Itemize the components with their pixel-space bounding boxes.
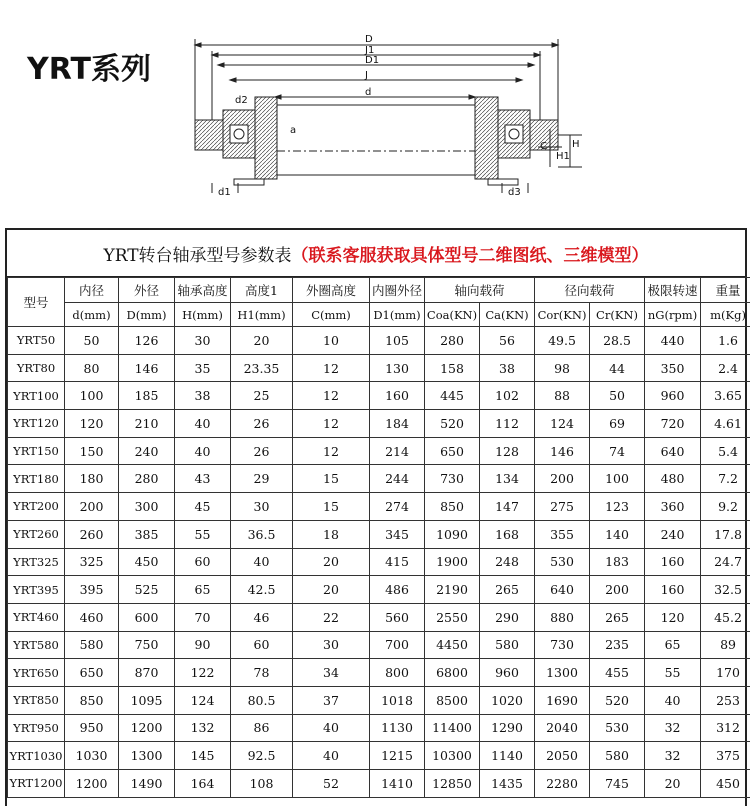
value-cell: 42.5 (231, 576, 293, 604)
unit-D: D(mm) (119, 303, 175, 327)
value-cell: 123 (590, 493, 645, 521)
value-cell: 870 (119, 659, 175, 687)
value-cell: 1215 (370, 742, 425, 770)
table-row (8, 742, 750, 770)
table-row (8, 576, 750, 604)
value-cell: 89 (701, 631, 750, 659)
unit-C: C(mm) (293, 303, 370, 327)
value-cell: 214 (370, 437, 425, 465)
header-limit-speed: 极限转速 (645, 278, 701, 303)
header-outer-ring-height: 外圈高度 (293, 278, 370, 303)
header-inner-ring-od: 内圈外径 (370, 278, 425, 303)
value-cell: 52 (293, 770, 370, 798)
table-row (8, 548, 750, 576)
value-cell: 29 (231, 465, 293, 493)
value-cell: 56 (480, 327, 535, 355)
value-cell: 92.5 (231, 742, 293, 770)
dimension-label-d: d (365, 87, 372, 98)
value-cell: 22 (293, 603, 370, 631)
value-cell: 960 (645, 382, 701, 410)
model-cell: YRT100 (8, 382, 65, 410)
value-cell: 1.6 (701, 327, 750, 355)
value-cell: 45.2 (701, 603, 750, 631)
value-cell: 2190 (425, 576, 480, 604)
value-cell: 253 (701, 686, 750, 714)
unit-d: d(mm) (65, 303, 119, 327)
value-cell: 480 (645, 465, 701, 493)
value-cell: 1130 (370, 714, 425, 742)
value-cell: 274 (370, 493, 425, 521)
value-cell: 200 (535, 465, 590, 493)
model-cell: YRT150 (8, 437, 65, 465)
value-cell: 745 (590, 770, 645, 798)
value-cell: 20 (293, 576, 370, 604)
value-cell: 1140 (480, 742, 535, 770)
dimension-label-d3: d3 (508, 187, 521, 198)
model-cell: YRT1030 (8, 742, 65, 770)
value-cell: 525 (119, 576, 175, 604)
model-cell: YRT120 (8, 410, 65, 438)
value-cell: 440 (645, 327, 701, 355)
header-outer-diameter: 外径 (119, 278, 175, 303)
value-cell: 100 (590, 465, 645, 493)
value-cell: 150 (65, 437, 119, 465)
value-cell: 40 (231, 548, 293, 576)
model-cell: YRT1200 (8, 770, 65, 798)
table-caption-main: YRT转台轴承型号参数表 (103, 245, 292, 266)
value-cell: 12 (293, 354, 370, 382)
value-cell: 146 (535, 437, 590, 465)
value-cell: 244 (370, 465, 425, 493)
value-cell: 520 (590, 686, 645, 714)
value-cell: 32 (645, 714, 701, 742)
value-cell: 158 (425, 354, 480, 382)
value-cell: 200 (590, 576, 645, 604)
value-cell: 415 (370, 548, 425, 576)
value-cell: 55 (645, 659, 701, 687)
value-cell: 4.61 (701, 410, 750, 438)
dimension-label-d1: d1 (218, 187, 231, 198)
value-cell: 720 (645, 410, 701, 438)
value-cell: 530 (590, 714, 645, 742)
value-cell: 184 (370, 410, 425, 438)
value-cell: 40 (175, 437, 231, 465)
table-row (8, 354, 750, 382)
header-height1: 高度1 (231, 278, 293, 303)
table-row (8, 686, 750, 714)
table-row (8, 410, 750, 438)
value-cell: 4450 (425, 631, 480, 659)
value-cell: 1410 (370, 770, 425, 798)
value-cell: 395 (65, 576, 119, 604)
model-cell: YRT460 (8, 603, 65, 631)
value-cell: 1200 (119, 714, 175, 742)
value-cell: 34 (293, 659, 370, 687)
value-cell: 12850 (425, 770, 480, 798)
value-cell: 385 (119, 520, 175, 548)
value-cell: 140 (590, 520, 645, 548)
header-radial-load: 径向载荷 (535, 278, 645, 303)
header-axial-load: 轴向载荷 (425, 278, 535, 303)
model-cell: YRT395 (8, 576, 65, 604)
bearing-cross-section-drawing (190, 25, 600, 200)
value-cell: 74 (590, 437, 645, 465)
value-cell: 650 (425, 437, 480, 465)
dimension-label-D1: D1 (365, 55, 380, 66)
table-header-row (8, 278, 750, 303)
value-cell: 350 (645, 354, 701, 382)
value-cell: 20 (231, 327, 293, 355)
value-cell: 20 (645, 770, 701, 798)
value-cell: 122 (175, 659, 231, 687)
value-cell: 950 (65, 714, 119, 742)
value-cell: 78 (231, 659, 293, 687)
value-cell: 60 (175, 548, 231, 576)
value-cell: 880 (535, 603, 590, 631)
unit-H1: H1(mm) (231, 303, 293, 327)
table-caption (7, 230, 745, 277)
value-cell: 130 (370, 354, 425, 382)
value-cell: 450 (119, 548, 175, 576)
value-cell: 2280 (535, 770, 590, 798)
value-cell: 345 (370, 520, 425, 548)
header-bearing-height: 轴承高度 (175, 278, 231, 303)
value-cell: 560 (370, 603, 425, 631)
model-cell: YRT650 (8, 659, 65, 687)
value-cell: 2.4 (701, 354, 750, 382)
model-cell: YRT260 (8, 520, 65, 548)
value-cell: 275 (535, 493, 590, 521)
value-cell: 80.5 (231, 686, 293, 714)
value-cell: 69 (590, 410, 645, 438)
value-cell: 9.2 (701, 493, 750, 521)
value-cell: 1900 (425, 548, 480, 576)
value-cell: 12 (293, 410, 370, 438)
unit-H: H(mm) (175, 303, 231, 327)
value-cell: 24.7 (701, 548, 750, 576)
value-cell: 312 (701, 714, 750, 742)
dimension-label-d2: d2 (235, 95, 248, 106)
value-cell: 108 (231, 770, 293, 798)
value-cell: 30 (231, 493, 293, 521)
value-cell: 28.5 (590, 327, 645, 355)
parameter-table-panel (5, 228, 747, 806)
value-cell: 12 (293, 382, 370, 410)
value-cell: 36.5 (231, 520, 293, 548)
value-cell: 70 (175, 603, 231, 631)
value-cell: 300 (119, 493, 175, 521)
unit-Cor: Cor(KN) (535, 303, 590, 327)
value-cell: 45 (175, 493, 231, 521)
value-cell: 265 (480, 576, 535, 604)
table-row (8, 493, 750, 521)
value-cell: 1490 (119, 770, 175, 798)
value-cell: 580 (480, 631, 535, 659)
dimension-label-a: a (290, 125, 297, 136)
value-cell: 15 (293, 493, 370, 521)
value-cell: 170 (701, 659, 750, 687)
value-cell: 46 (231, 603, 293, 631)
value-cell: 168 (480, 520, 535, 548)
header-weight: 重量 (701, 278, 750, 303)
value-cell: 10 (293, 327, 370, 355)
value-cell: 40 (645, 686, 701, 714)
value-cell: 240 (119, 437, 175, 465)
value-cell: 88 (535, 382, 590, 410)
value-cell: 65 (645, 631, 701, 659)
value-cell: 2050 (535, 742, 590, 770)
value-cell: 750 (119, 631, 175, 659)
value-cell: 100 (65, 382, 119, 410)
value-cell: 850 (425, 493, 480, 521)
table-row (8, 603, 750, 631)
value-cell: 200 (65, 493, 119, 521)
table-row (8, 631, 750, 659)
value-cell: 1018 (370, 686, 425, 714)
value-cell: 375 (701, 742, 750, 770)
value-cell: 105 (370, 327, 425, 355)
header-model: 型号 (8, 278, 65, 327)
value-cell: 134 (480, 465, 535, 493)
value-cell: 44 (590, 354, 645, 382)
value-cell: 1090 (425, 520, 480, 548)
table-unit-row (8, 303, 750, 327)
unit-nG: nG(rpm) (645, 303, 701, 327)
dimension-label-J1: J1 (365, 45, 375, 56)
value-cell: 120 (645, 603, 701, 631)
parameter-table (7, 277, 750, 798)
value-cell: 1300 (119, 742, 175, 770)
value-cell: 580 (590, 742, 645, 770)
value-cell: 32.5 (701, 576, 750, 604)
value-cell: 265 (590, 603, 645, 631)
value-cell: 355 (535, 520, 590, 548)
table-row (8, 327, 750, 355)
value-cell: 15 (293, 465, 370, 493)
value-cell: 112 (480, 410, 535, 438)
model-cell: YRT80 (8, 354, 65, 382)
value-cell: 455 (590, 659, 645, 687)
value-cell: 37 (293, 686, 370, 714)
value-cell: 650 (65, 659, 119, 687)
model-cell: YRT50 (8, 327, 65, 355)
value-cell: 145 (175, 742, 231, 770)
value-cell: 325 (65, 548, 119, 576)
table-row (8, 714, 750, 742)
unit-Ca: Ca(KN) (480, 303, 535, 327)
value-cell: 640 (645, 437, 701, 465)
value-cell: 3.65 (701, 382, 750, 410)
unit-Cr: Cr(KN) (590, 303, 645, 327)
value-cell: 98 (535, 354, 590, 382)
value-cell: 1200 (65, 770, 119, 798)
dimension-label-J: J (365, 70, 368, 81)
value-cell: 50 (65, 327, 119, 355)
value-cell: 60 (231, 631, 293, 659)
table-caption-note: （联系客服获取具体型号二维图纸、三维模型） (291, 245, 649, 266)
value-cell: 248 (480, 548, 535, 576)
value-cell: 800 (370, 659, 425, 687)
value-cell: 49.5 (535, 327, 590, 355)
value-cell: 1020 (480, 686, 535, 714)
model-cell: YRT200 (8, 493, 65, 521)
table-row (8, 659, 750, 687)
value-cell: 183 (590, 548, 645, 576)
model-cell: YRT950 (8, 714, 65, 742)
value-cell: 290 (480, 603, 535, 631)
value-cell: 180 (65, 465, 119, 493)
table-row (8, 770, 750, 798)
value-cell: 128 (480, 437, 535, 465)
value-cell: 280 (425, 327, 480, 355)
model-cell: YRT180 (8, 465, 65, 493)
value-cell: 30 (175, 327, 231, 355)
value-cell: 450 (701, 770, 750, 798)
value-cell: 146 (119, 354, 175, 382)
value-cell: 20 (293, 548, 370, 576)
value-cell: 1095 (119, 686, 175, 714)
value-cell: 160 (645, 548, 701, 576)
value-cell: 580 (65, 631, 119, 659)
value-cell: 1690 (535, 686, 590, 714)
value-cell: 23.35 (231, 354, 293, 382)
table-row (8, 520, 750, 548)
value-cell: 850 (65, 686, 119, 714)
value-cell: 640 (535, 576, 590, 604)
value-cell: 132 (175, 714, 231, 742)
value-cell: 280 (119, 465, 175, 493)
value-cell: 460 (65, 603, 119, 631)
value-cell: 86 (231, 714, 293, 742)
value-cell: 50 (590, 382, 645, 410)
value-cell: 960 (480, 659, 535, 687)
header-inner-diameter: 内径 (65, 278, 119, 303)
dimension-label-H1: H1 (556, 151, 570, 162)
value-cell: 520 (425, 410, 480, 438)
value-cell: 35 (175, 354, 231, 382)
value-cell: 5.4 (701, 437, 750, 465)
value-cell: 730 (425, 465, 480, 493)
value-cell: 43 (175, 465, 231, 493)
value-cell: 2550 (425, 603, 480, 631)
value-cell: 1030 (65, 742, 119, 770)
value-cell: 26 (231, 437, 293, 465)
value-cell: 18 (293, 520, 370, 548)
unit-m: m(Kg) (701, 303, 750, 327)
value-cell: 40 (293, 714, 370, 742)
value-cell: 240 (645, 520, 701, 548)
value-cell: 120 (65, 410, 119, 438)
value-cell: 80 (65, 354, 119, 382)
value-cell: 12 (293, 437, 370, 465)
value-cell: 8500 (425, 686, 480, 714)
value-cell: 2040 (535, 714, 590, 742)
value-cell: 11400 (425, 714, 480, 742)
value-cell: 30 (293, 631, 370, 659)
value-cell: 530 (535, 548, 590, 576)
value-cell: 40 (293, 742, 370, 770)
value-cell: 1290 (480, 714, 535, 742)
table-row (8, 465, 750, 493)
value-cell: 26 (231, 410, 293, 438)
value-cell: 124 (175, 686, 231, 714)
value-cell: 486 (370, 576, 425, 604)
value-cell: 25 (231, 382, 293, 410)
dimension-label-D: D (365, 34, 373, 45)
value-cell: 38 (480, 354, 535, 382)
value-cell: 235 (590, 631, 645, 659)
value-cell: 160 (370, 382, 425, 410)
unit-Coa: Coa(KN) (425, 303, 480, 327)
value-cell: 90 (175, 631, 231, 659)
value-cell: 17.8 (701, 520, 750, 548)
value-cell: 185 (119, 382, 175, 410)
value-cell: 55 (175, 520, 231, 548)
dimension-label-C: C (540, 141, 547, 152)
value-cell: 600 (119, 603, 175, 631)
value-cell: 160 (645, 576, 701, 604)
dimension-label-H: H (572, 139, 580, 150)
value-cell: 32 (645, 742, 701, 770)
table-row (8, 437, 750, 465)
value-cell: 7.2 (701, 465, 750, 493)
value-cell: 10300 (425, 742, 480, 770)
value-cell: 210 (119, 410, 175, 438)
value-cell: 147 (480, 493, 535, 521)
value-cell: 40 (175, 410, 231, 438)
value-cell: 124 (535, 410, 590, 438)
value-cell: 38 (175, 382, 231, 410)
value-cell: 260 (65, 520, 119, 548)
table-row (8, 382, 750, 410)
value-cell: 65 (175, 576, 231, 604)
table-body (8, 327, 750, 798)
value-cell: 1435 (480, 770, 535, 798)
value-cell: 360 (645, 493, 701, 521)
value-cell: 1300 (535, 659, 590, 687)
model-cell: YRT580 (8, 631, 65, 659)
value-cell: 445 (425, 382, 480, 410)
unit-D1: D1(mm) (370, 303, 425, 327)
model-cell: YRT850 (8, 686, 65, 714)
value-cell: 102 (480, 382, 535, 410)
page-title: YRT系列 (27, 52, 151, 87)
model-cell: YRT325 (8, 548, 65, 576)
value-cell: 6800 (425, 659, 480, 687)
value-cell: 730 (535, 631, 590, 659)
value-cell: 126 (119, 327, 175, 355)
value-cell: 700 (370, 631, 425, 659)
value-cell: 164 (175, 770, 231, 798)
